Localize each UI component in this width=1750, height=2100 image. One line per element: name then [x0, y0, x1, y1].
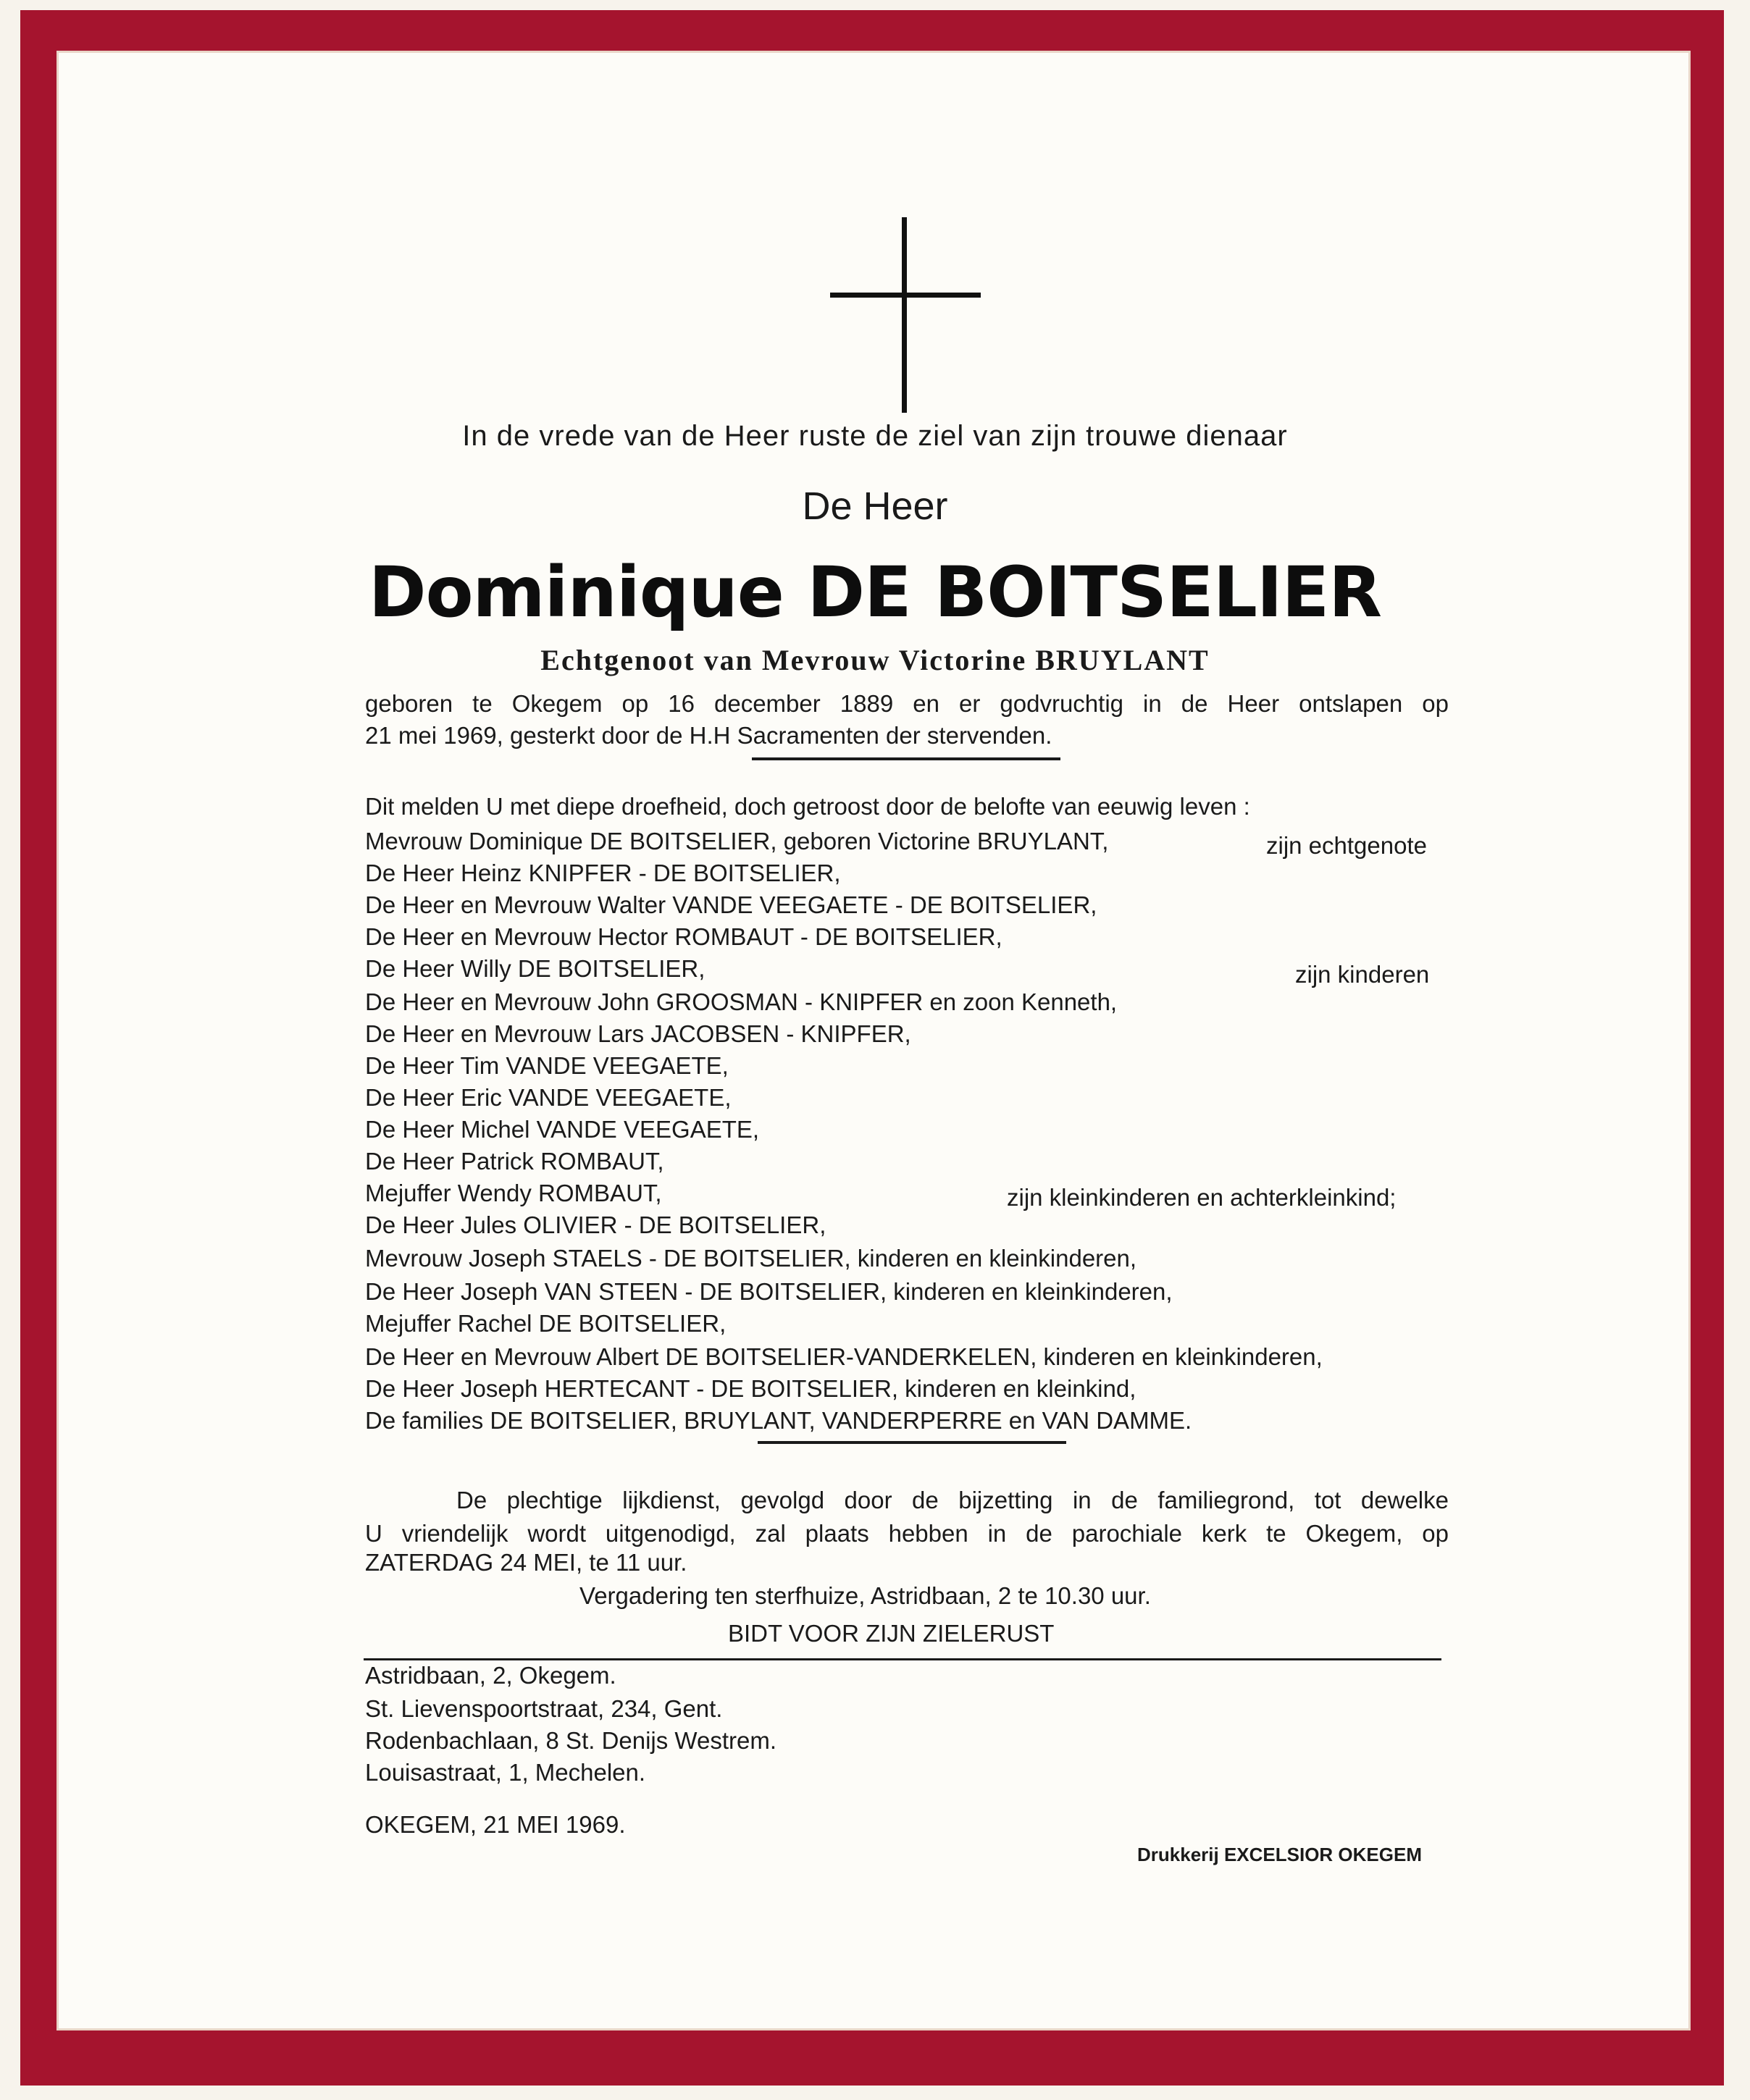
family-line: De Heer Joseph HERTECANT - DE BOITSELIER, kinderen en kleinkind,	[365, 1375, 1136, 1402]
relation-children: zijn kinderen	[1295, 961, 1430, 988]
place-date: OKEGEM, 21 MEI 1969.	[365, 1811, 626, 1838]
family-line: De Heer en Mevrouw Albert DE BOITSELIER-VANDERKELEN, kinderen en kleinkinderen,	[365, 1343, 1323, 1370]
family-line: Mevrouw Dominique DE BOITSELIER, geboren Victorine BRUYLANT,	[365, 828, 1109, 854]
family-line: De Heer Jules OLIVIER - DE BOITSELIER,	[365, 1211, 826, 1238]
gathering-info: Vergadering ten sterfhuize, Astridbaan, 2 te 10.30 uur.	[579, 1582, 1151, 1609]
spouse-line: Echtgenoot van Mevrouw Victorine BRUYLANT	[540, 644, 1210, 676]
address-line: Rodenbachlaan, 8 St. Denijs Westrem.	[365, 1727, 777, 1754]
address-line: Astridbaan, 2, Okegem.	[365, 1662, 616, 1689]
family-line: De Heer en Mevrouw John GROOSMAN - KNIPFER en zoon Kenneth,	[365, 988, 1118, 1015]
family-line: De Heer en Mevrouw Lars JACOBSEN - KNIPFER,	[365, 1020, 911, 1047]
family-line: De Heer Tim VANDE VEEGAETE,	[365, 1052, 729, 1079]
address-line: St. Lievenspoortstraat, 234, Gent.	[365, 1695, 723, 1722]
family-line: Mevrouw Joseph STAELS - DE BOITSELIER, kinderen en kleinkinderen,	[365, 1245, 1137, 1272]
family-line: De Heer Heinz KNIPFER - DE BOITSELIER,	[365, 860, 841, 886]
service-line-1: De plechtige lijkdienst, gevolgd door de bijzetting in de familiegrond, tot dewelke	[456, 1487, 1449, 1513]
divider-rule-1	[752, 757, 1060, 760]
family-line: De Heer Eric VANDE VEEGAETE,	[365, 1084, 732, 1111]
cross-horizontal-bar	[830, 293, 981, 298]
divider-rule-2	[758, 1441, 1066, 1444]
family-line: De Heer Michel VANDE VEEGAETE,	[365, 1116, 760, 1143]
printer-credit: Drukkerij EXCELSIOR OKEGEM	[1137, 1844, 1422, 1865]
honorific: De Heer	[802, 484, 948, 528]
family-line: De Heer Patrick ROMBAUT,	[365, 1148, 664, 1175]
cross-vertical-bar	[902, 217, 907, 413]
birth-line-1: geboren te Okegem op 16 december 1889 en er godvruchtig in de Heer ontslapen op	[365, 690, 1449, 717]
birth-line-2: 21 mei 1969, gesterkt door de H.H Sacramenten der stervenden.	[365, 722, 1052, 749]
family-line: De Heer Willy DE BOITSELIER,	[365, 955, 706, 982]
intro-text: In de vrede van de Heer ruste de ziel van zijn trouwe dienaar	[462, 420, 1288, 452]
family-line: De Heer en Mevrouw Walter VANDE VEEGAETE - DE BOITSELIER,	[365, 891, 1097, 918]
service-line-3: ZATERDAG 24 MEI, te 11 uur.	[365, 1549, 687, 1576]
family-line: De Heer Joseph VAN STEEN - DE BOITSELIER, kinderen en kleinkinderen,	[365, 1278, 1173, 1305]
relation-spouse: zijn echtgenote	[1266, 832, 1427, 859]
family-line: De families DE BOITSELIER, BRUYLANT, VANDERPERRE en VAN DAMME.	[365, 1407, 1192, 1434]
prayer-line: BIDT VOOR ZIJN ZIELERUST	[728, 1620, 1055, 1647]
family-line: Mejuffer Rachel DE BOITSELIER,	[365, 1310, 727, 1337]
family-line: Mejuffer Wendy ROMBAUT,	[365, 1180, 662, 1206]
announcement: Dit melden U met diepe droefheid, doch getroost door de belofte van eeuwig leven :	[365, 793, 1250, 820]
address-line: Louisastraat, 1, Mechelen.	[365, 1759, 646, 1786]
family-line: De Heer en Mevrouw Hector ROMBAUT - DE BOITSELIER,	[365, 923, 1002, 950]
relation-grandchildren: zijn kleinkinderen en achterkleinkind;	[1007, 1184, 1397, 1211]
service-line-2: U vriendelijk wordt uitgenodigd, zal plaats hebben in de parochiale kerk te Okegem, op	[365, 1520, 1449, 1547]
deceased-name: Dominique DE BOITSELIER	[368, 552, 1382, 633]
